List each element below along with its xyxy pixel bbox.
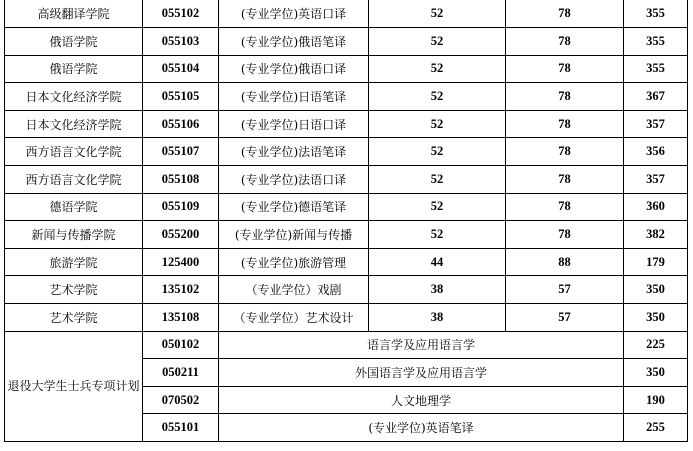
program-cell: (专业学位)旅游管理: [219, 248, 369, 276]
score-b-cell: 78: [506, 165, 624, 193]
table-row: [5, 138, 688, 166]
college-cell: 日本文化经济学院: [5, 83, 143, 111]
total-cell: 355: [624, 0, 688, 28]
score-a-cell: 52: [369, 0, 506, 28]
program-cell: (专业学位)日语笔译: [219, 83, 369, 111]
table-row: [5, 303, 688, 331]
total-cell: 350: [624, 303, 688, 331]
total-cell: 360: [624, 193, 688, 221]
college-cell: 高级翻译学院: [5, 0, 143, 28]
code-cell: 055200: [143, 221, 219, 249]
code-cell: 055104: [143, 55, 219, 83]
code-cell: 055109: [143, 193, 219, 221]
code-cell: 055108: [143, 165, 219, 193]
total-cell: 255: [624, 414, 688, 442]
total-cell: 357: [624, 165, 688, 193]
score-a-cell: 52: [369, 83, 506, 111]
program-cell: (专业学位)新闻与传播: [219, 221, 369, 249]
total-cell: 355: [624, 55, 688, 83]
program-cell: （专业学位）戏剧: [219, 276, 369, 304]
college-cell: 旅游学院: [5, 248, 143, 276]
table-row: [5, 83, 688, 111]
program-cell: (专业学位)英语口译: [219, 0, 369, 28]
program-cell: 语言学及应用语言学: [219, 331, 624, 359]
total-cell: 179: [624, 248, 688, 276]
program-cell: （专业学位）艺术设计: [219, 303, 369, 331]
code-cell: 055102: [143, 0, 219, 28]
total-cell: 350: [624, 276, 688, 304]
score-b-cell: 78: [506, 55, 624, 83]
special-plan-label: 退役大学生士兵专项计划: [5, 331, 143, 441]
program-cell: (专业学位)俄语笔译: [219, 28, 369, 56]
college-cell: 日本文化经济学院: [5, 110, 143, 138]
program-cell: (专业学位)法语笔译: [219, 138, 369, 166]
score-a-cell: 52: [369, 221, 506, 249]
college-cell: 俄语学院: [5, 28, 143, 56]
total-cell: 382: [624, 221, 688, 249]
code-cell: 050102: [143, 331, 219, 359]
score-a-cell: 52: [369, 165, 506, 193]
table-row: [5, 193, 688, 221]
score-a-cell: 52: [369, 55, 506, 83]
score-b-cell: 88: [506, 248, 624, 276]
score-a-cell: 38: [369, 276, 506, 304]
code-cell: 135102: [143, 276, 219, 304]
total-cell: 367: [624, 83, 688, 111]
code-cell: 070502: [143, 386, 219, 414]
program-cell: 人文地理学: [219, 386, 624, 414]
score-a-cell: 44: [369, 248, 506, 276]
college-cell: 西方语言文化学院: [5, 165, 143, 193]
table-row: [5, 28, 688, 56]
total-cell: 225: [624, 331, 688, 359]
score-b-cell: 57: [506, 303, 624, 331]
program-cell: (专业学位)英语笔译: [219, 414, 624, 442]
code-cell: 055101: [143, 414, 219, 442]
program-cell: (专业学位)法语口译: [219, 165, 369, 193]
table-row: [5, 248, 688, 276]
total-cell: 356: [624, 138, 688, 166]
table-row: [5, 0, 688, 28]
table-row: [5, 55, 688, 83]
code-cell: 055107: [143, 138, 219, 166]
code-cell: 055103: [143, 28, 219, 56]
table-row: [5, 221, 688, 249]
total-cell: 357: [624, 110, 688, 138]
score-a-cell: 52: [369, 110, 506, 138]
code-cell: 055105: [143, 83, 219, 111]
table-row: [5, 331, 688, 359]
total-cell: 190: [624, 386, 688, 414]
table-row: [5, 276, 688, 304]
score-a-cell: 52: [369, 28, 506, 56]
score-b-cell: 78: [506, 193, 624, 221]
program-cell: (专业学位)德语笔译: [219, 193, 369, 221]
score-b-cell: 78: [506, 110, 624, 138]
score-a-cell: 52: [369, 193, 506, 221]
college-cell: 新闻与传播学院: [5, 221, 143, 249]
score-b-cell: 78: [506, 28, 624, 56]
total-cell: 350: [624, 359, 688, 387]
college-cell: 艺术学院: [5, 303, 143, 331]
code-cell: 050211: [143, 359, 219, 387]
college-cell: 艺术学院: [5, 276, 143, 304]
total-cell: 355: [624, 28, 688, 56]
score-a-cell: 52: [369, 138, 506, 166]
program-cell: (专业学位)俄语口译: [219, 55, 369, 83]
program-cell: (专业学位)日语口译: [219, 110, 369, 138]
score-a-cell: 38: [369, 303, 506, 331]
score-b-cell: 78: [506, 138, 624, 166]
score-b-cell: 78: [506, 221, 624, 249]
code-cell: 135108: [143, 303, 219, 331]
college-cell: 德语学院: [5, 193, 143, 221]
score-b-cell: 57: [506, 276, 624, 304]
table-row: [5, 110, 688, 138]
score-b-cell: 78: [506, 0, 624, 28]
college-cell: 俄语学院: [5, 55, 143, 83]
score-table: [4, 0, 688, 442]
college-cell: 西方语言文化学院: [5, 138, 143, 166]
score-b-cell: 78: [506, 83, 624, 111]
code-cell: 055106: [143, 110, 219, 138]
code-cell: 125400: [143, 248, 219, 276]
table-row: [5, 165, 688, 193]
program-cell: 外国语言学及应用语言学: [219, 359, 624, 387]
